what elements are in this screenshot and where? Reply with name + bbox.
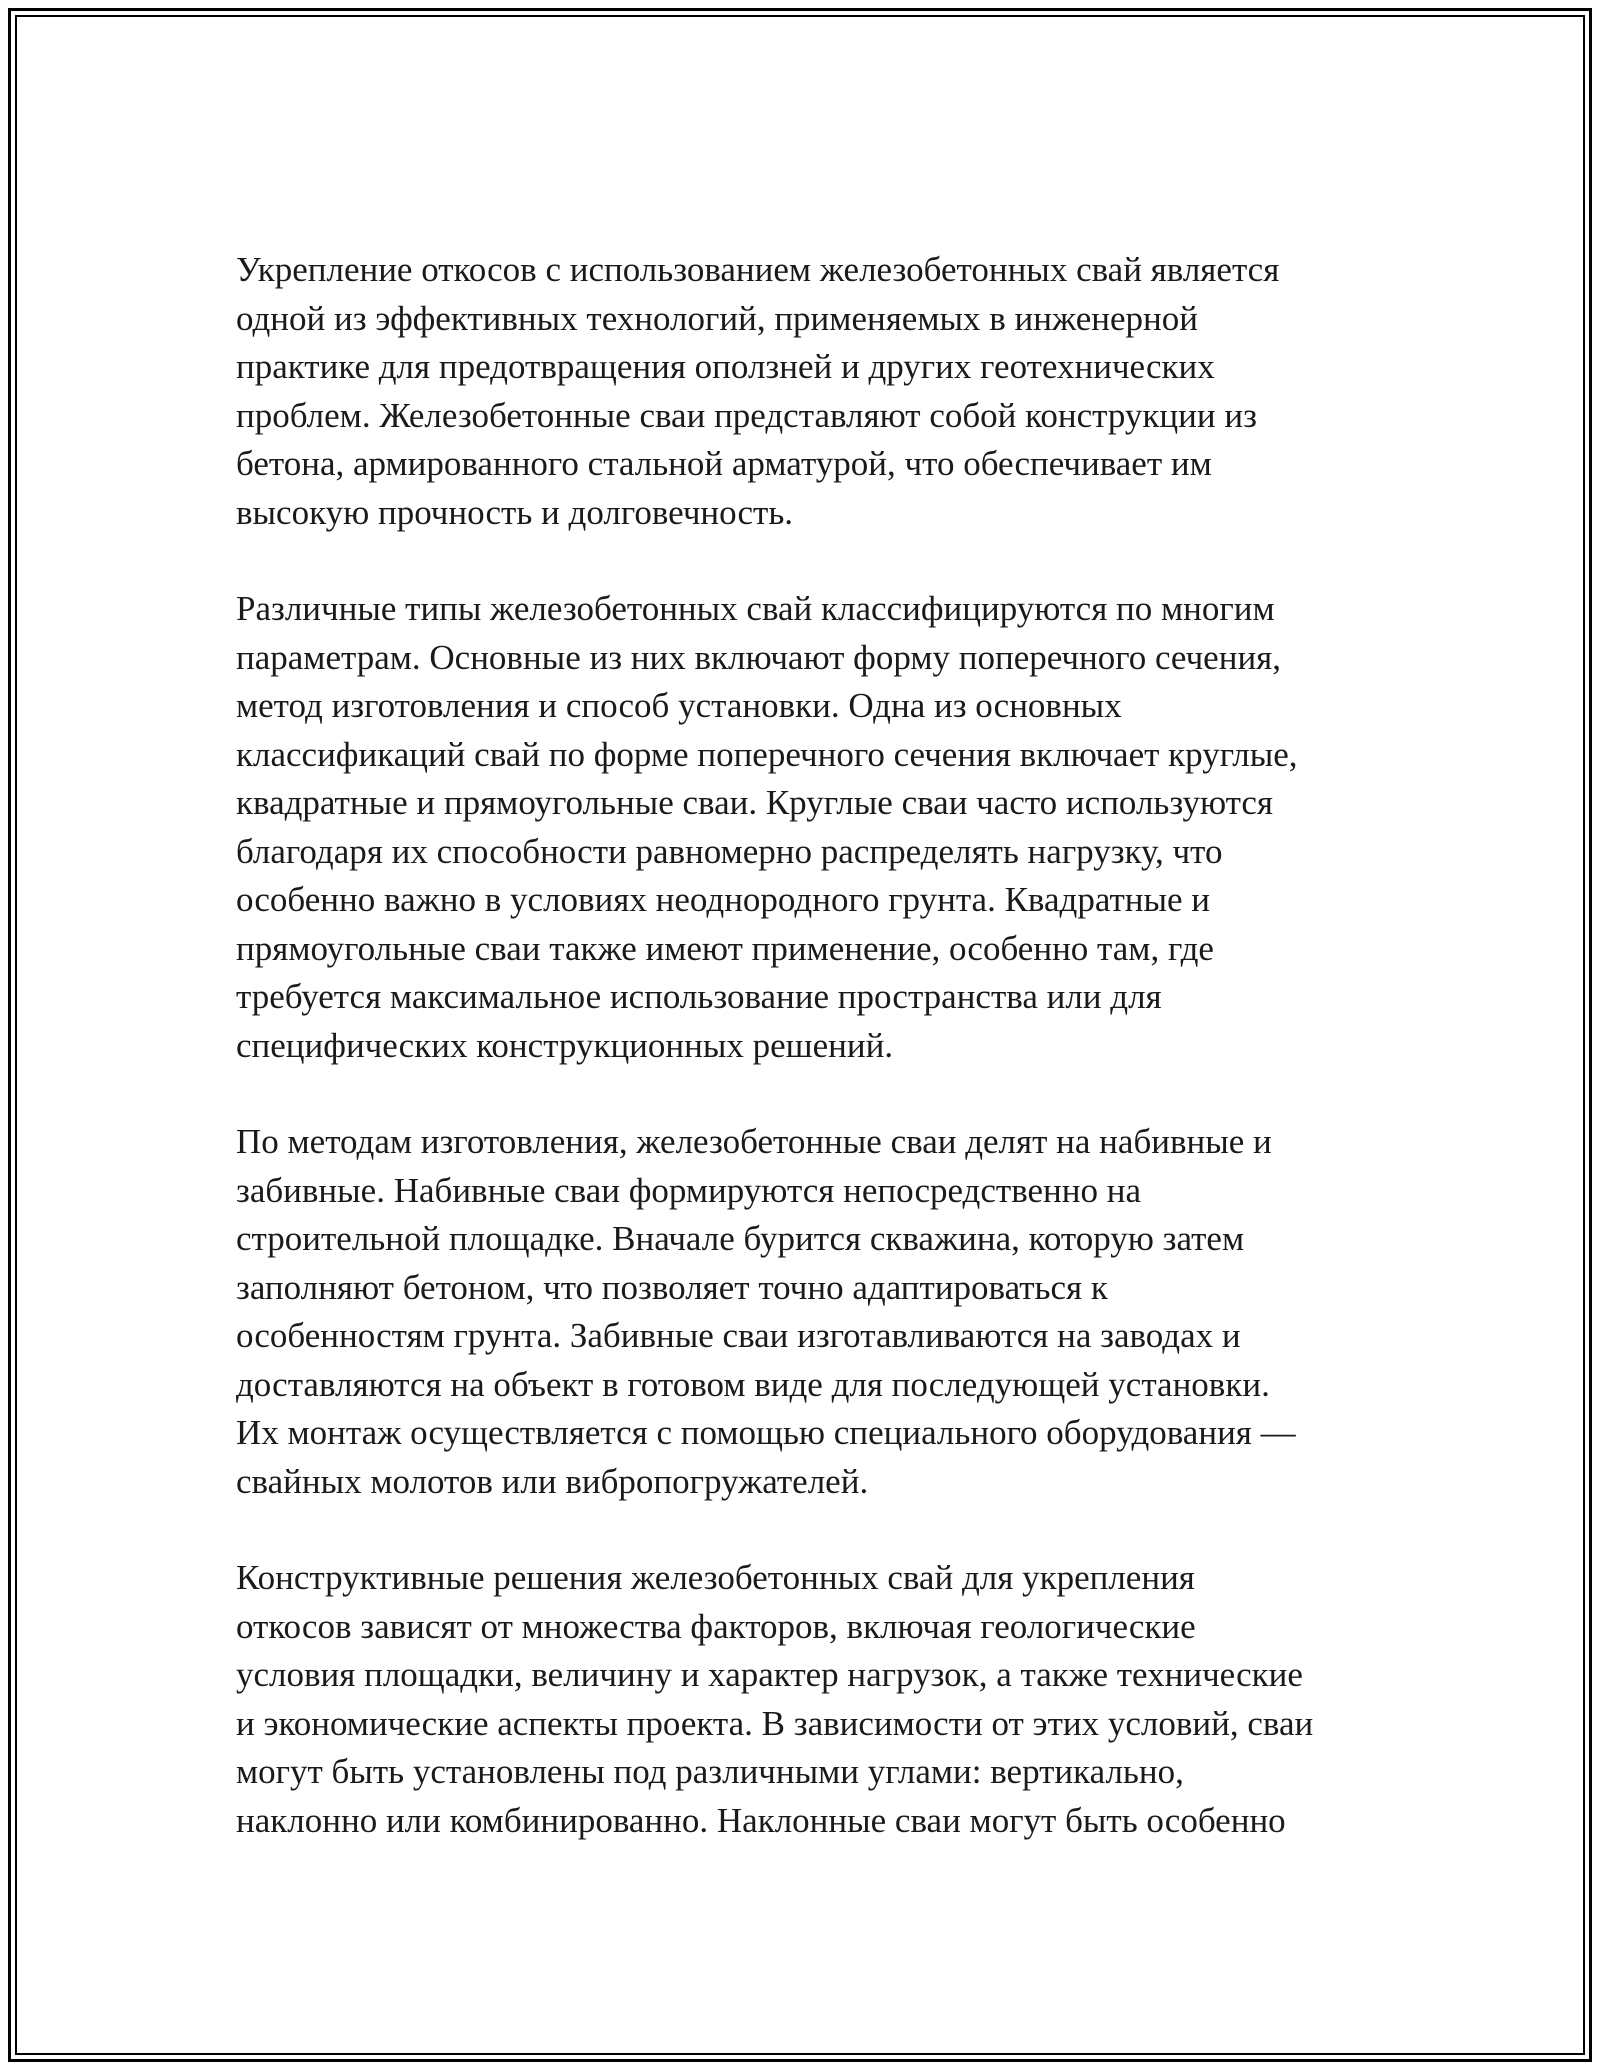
text-line: специфических конструкционных решений. [236, 1025, 894, 1065]
text-line: наклонно или комбинированно. Наклонные сваи могут быть особенно [236, 1800, 1286, 1840]
text-line: параметрам. Основные из них включают форму поперечного сечения, [236, 637, 1282, 677]
text-line: одной из эффективных технологий, применяемых в инженерной [236, 298, 1198, 338]
text-line: благодаря их способности равномерно распределять нагрузку, что [236, 831, 1223, 871]
paragraph-2 [236, 585, 1386, 1070]
text-line: особенностям грунта. Забивные сваи изготавливаются на заводах и [236, 1316, 1241, 1355]
text-line: требуется максимальное использование пространства или для [236, 977, 1162, 1016]
paragraph-1 [236, 246, 1386, 537]
document-body [236, 246, 1386, 1845]
text-line: строительной площадке. Вначале бурится скважина, которую затем [236, 1219, 1245, 1258]
text-line: свайных молотов или вибропогружателей. [236, 1461, 869, 1501]
text-line: и экономические аспекты проекта. В зависимости от этих условий, сваи [236, 1703, 1314, 1743]
text-line: могут быть установлены под различными углами: вертикально, [236, 1752, 1184, 1791]
text-line: заполняют бетоном, что позволяет точно адаптироваться к [236, 1267, 1108, 1307]
text-line: Различные типы железобетонных свай классифицируются по многим [236, 589, 1275, 628]
text-line: классификаций свай по форме поперечного сечения включает круглые, [236, 734, 1298, 774]
text-line: условия площадки, величину и характер нагрузок, а также технические [236, 1655, 1303, 1694]
text-line: метод изготовления и способ установки. Одна из основных [236, 686, 1122, 725]
text-line: По методам изготовления, железобетонные сваи делят на набивные и [236, 1122, 1272, 1161]
text-line: бетона, армированного стальной арматурой, что обеспечивает им [236, 444, 1212, 483]
text-line: забивные. Набивные сваи формируются непосредственно на [236, 1170, 1142, 1210]
paragraph-4 [236, 1554, 1386, 1845]
text-line: Их монтаж осуществляется с помощью специального оборудования — [236, 1413, 1296, 1452]
text-line: квадратные и прямоугольные сваи. Круглые сваи часто используются [236, 783, 1274, 822]
text-line: откосов зависят от множества факторов, включая геологические [236, 1606, 1196, 1646]
text-line: прямоугольные сваи также имеют применение, особенно там, где [236, 928, 1214, 968]
text-line: практике для предотвращения оползней и других геотехнических [236, 347, 1215, 386]
text-line: доставляются на объект в готовом виде для последующей установки. [236, 1364, 1270, 1404]
text-line: Конструктивные решения железобетонных свай для укрепления [236, 1558, 1195, 1597]
text-line: Укрепление откосов с использованием железобетонных свай является [236, 250, 1280, 289]
text-line: особенно важно в условиях неоднородного грунта. Квадратные и [236, 880, 1211, 919]
text-line: высокую прочность и долговечность. [236, 492, 794, 532]
text-line: проблем. Железобетонные сваи представляют собой конструкции из [236, 395, 1257, 435]
paragraph-3 [236, 1118, 1386, 1506]
